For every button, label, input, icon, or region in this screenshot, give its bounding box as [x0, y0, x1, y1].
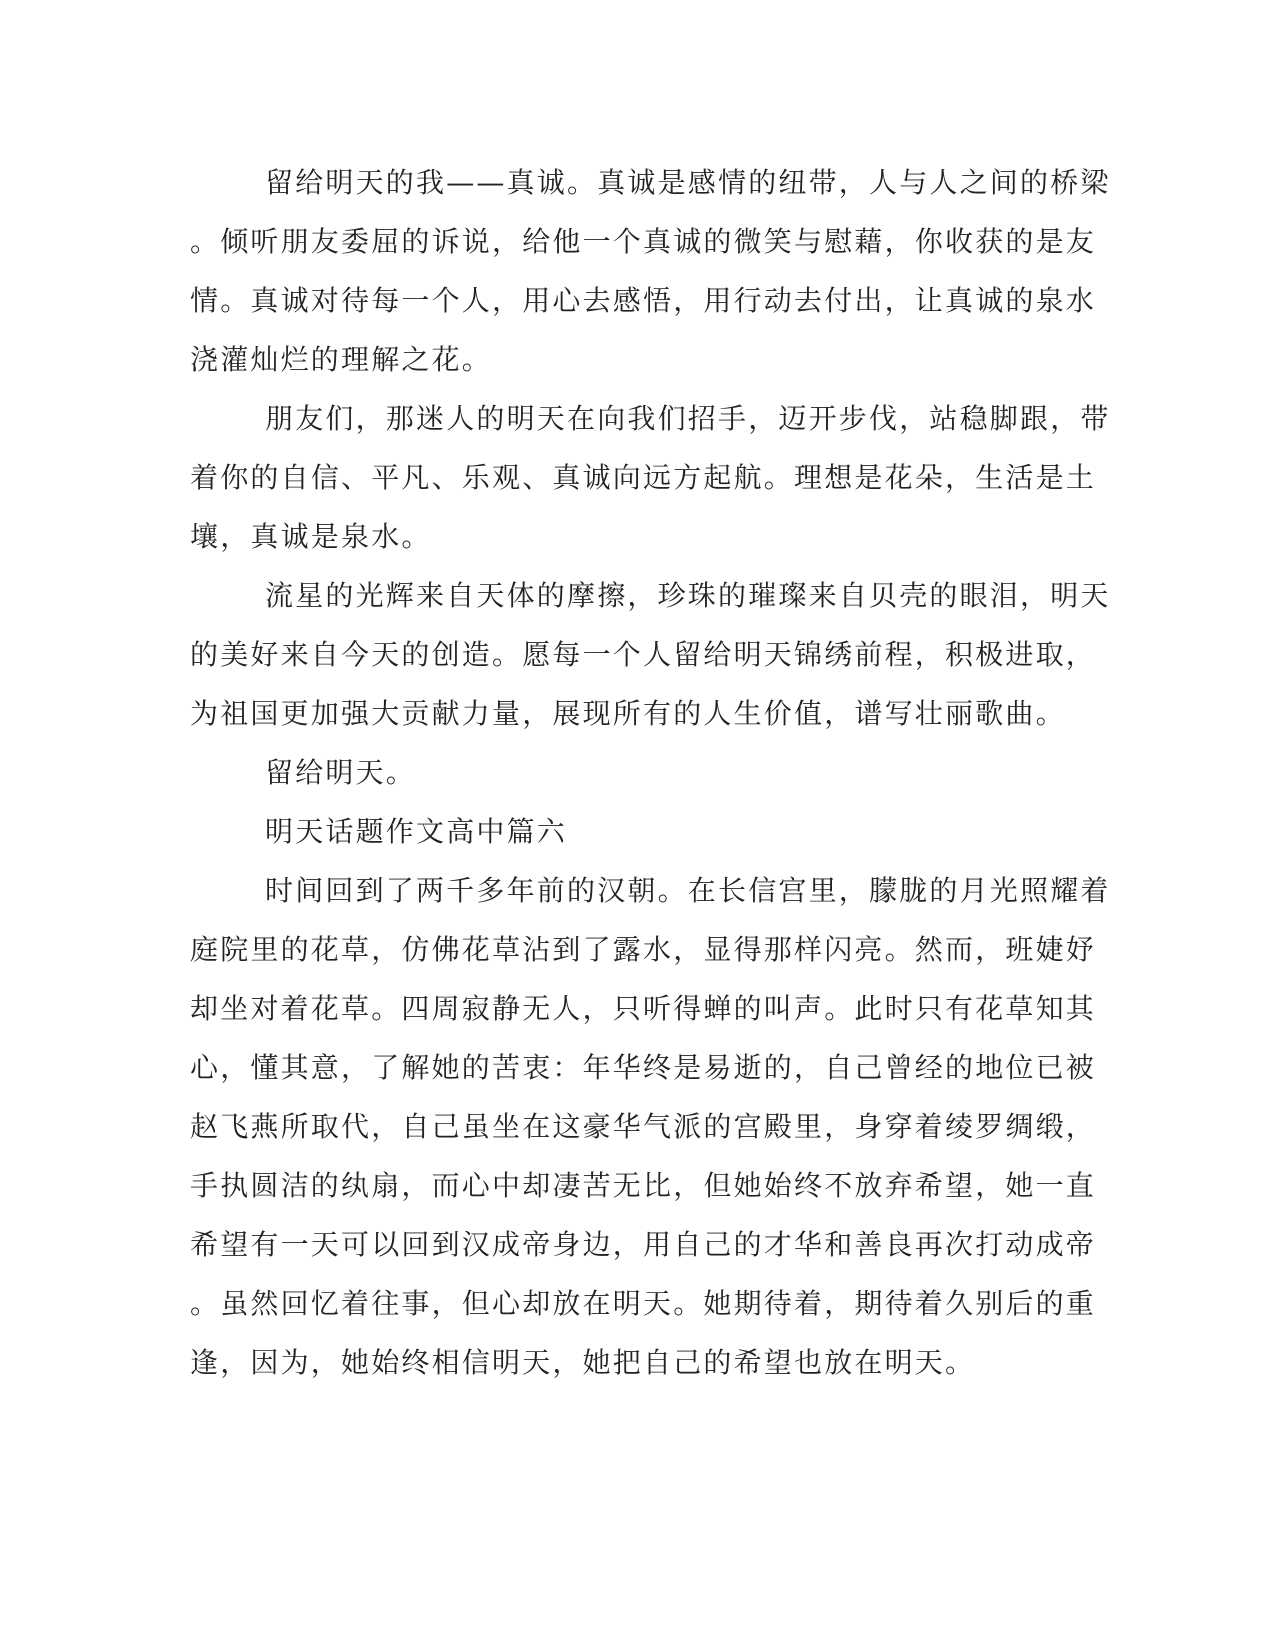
paragraph-5-line-8: 。虽然回忆着往事，但心却放在明天。她期待着，期待着久别后的重 [190, 1287, 1097, 1320]
paragraph-1-line-4: 浇灌灿烂的理解之花。 [190, 343, 493, 376]
paragraph-3-line-2: 的美好来自今天的创造。愿每一个人留给明天锦绣前程，积极进取， [190, 638, 1097, 671]
paragraph-1-line-2: 。倾听朋友委屈的诉说，给他一个真诚的微笑与慰藉，你收获的是友 [190, 225, 1097, 258]
paragraph-3-line-1: 流星的光辉来自天体的摩擦，珍珠的璀璨来自贝壳的眼泪，明天 [265, 579, 1111, 612]
paragraph-1-line-3: 情。真诚对待每一个人，用心去感悟，用行动去付出，让真诚的泉水 [190, 284, 1097, 317]
paragraph-2-line-3: 壤，真诚是泉水。 [190, 520, 432, 553]
section-heading: 明天话题作文高中篇六 [265, 815, 568, 848]
paragraph-5-line-1: 时间回到了两千多年前的汉朝。在长信宫里，朦胧的月光照耀着 [265, 874, 1111, 907]
paragraph-2-line-2: 着你的自信、平凡、乐观、真诚向远方起航。理想是花朵，生活是土 [190, 461, 1097, 494]
paragraph-2-line-1: 朋友们，那迷人的明天在向我们招手，迈开步伐，站稳脚跟，带 [265, 402, 1111, 435]
paragraph-5-line-9: 逢，因为，她始终相信明天，她把自己的希望也放在明天。 [190, 1346, 976, 1379]
paragraph-5-line-3: 却坐对着花草。四周寂静无人，只听得蝉的叫声。此时只有花草知其 [190, 992, 1097, 1025]
paragraph-5-line-6: 手执圆洁的纨扇，而心中却凄苦无比，但她始终不放弃希望，她一直 [190, 1169, 1097, 1202]
paragraph-5-line-7: 希望有一天可以回到汉成帝身边，用自己的才华和善良再次打动成帝 [190, 1228, 1097, 1261]
paragraph-4-line-1: 留给明天。 [265, 756, 417, 789]
paragraph-1-line-1: 留给明天的我——真诚。真诚是感情的纽带，人与人之间的桥梁 [265, 166, 1111, 199]
paragraph-5-line-2: 庭院里的花草，仿佛花草沾到了露水，显得那样闪亮。然而，班婕妤 [190, 933, 1097, 966]
paragraph-5-line-5: 赵飞燕所取代，自己虽坐在这豪华气派的宫殿里，身穿着绫罗绸缎， [190, 1110, 1097, 1143]
paragraph-3-line-3: 为祖国更加强大贡献力量，展现所有的人生价值，谱写壮丽歌曲。 [190, 697, 1066, 730]
paragraph-5-line-4: 心，懂其意，了解她的苦衷：年华终是易逝的，自己曾经的地位已被 [190, 1051, 1097, 1084]
